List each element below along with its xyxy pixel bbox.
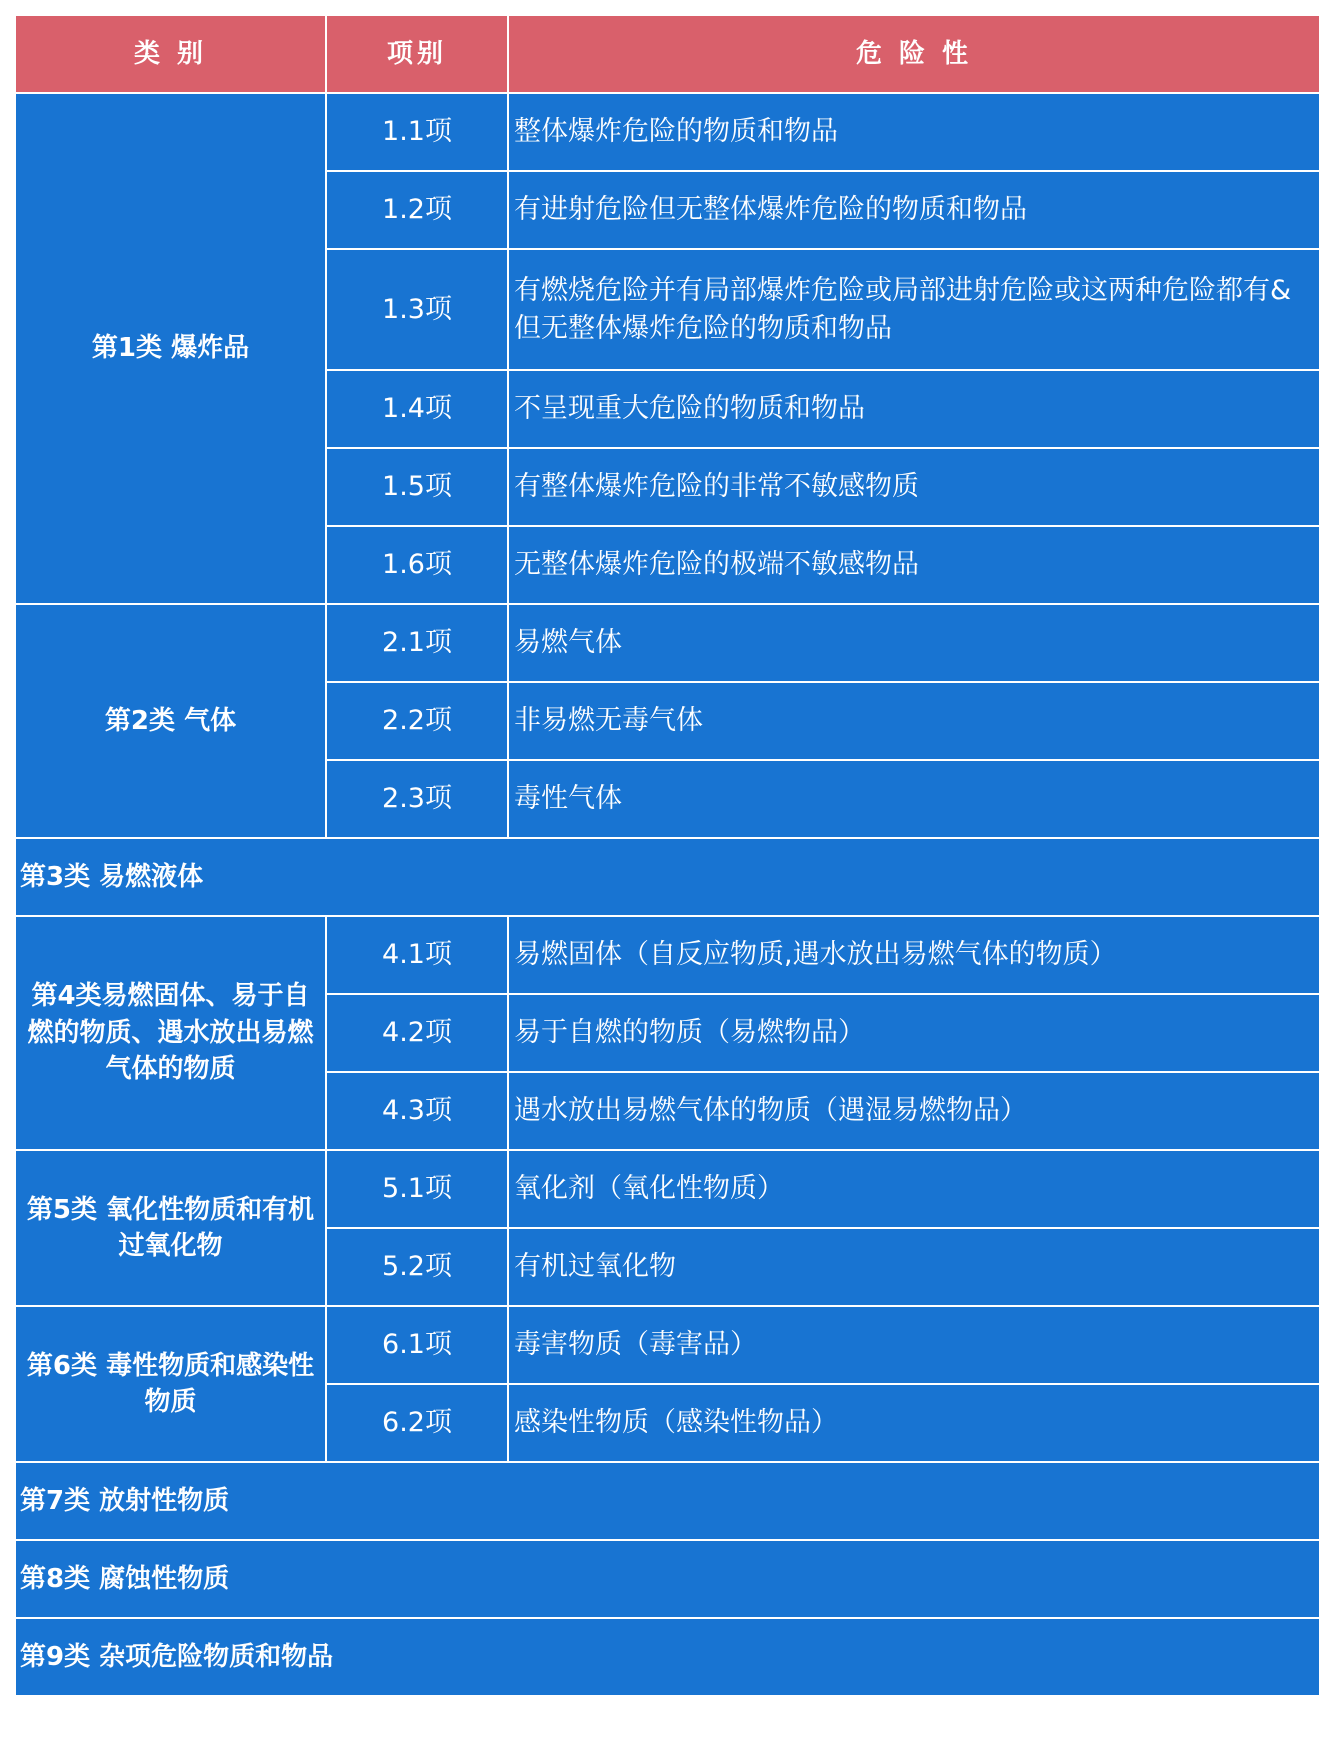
- desc-cell: 易燃气体: [508, 604, 1320, 682]
- item-cell: 1.4项: [326, 370, 508, 448]
- desc-cell: 有进射危险但无整体爆炸危险的物质和物品: [508, 171, 1320, 249]
- table-row: [15, 838, 1320, 916]
- desc-cell: 不呈现重大危险的物质和物品: [508, 370, 1320, 448]
- desc-cell: 感染性物质（感染性物品）: [508, 1384, 1320, 1462]
- class-cell: 第2类 气体: [15, 604, 326, 838]
- table-row: [15, 1306, 1320, 1384]
- desc-cell: 非易燃无毒气体: [508, 682, 1320, 760]
- header-hazard: 危 险 性: [508, 15, 1320, 93]
- item-cell: 4.3项: [326, 1072, 508, 1150]
- table-row: [15, 604, 1320, 682]
- class-cell: 第9类 杂项危险物质和物品: [15, 1618, 1320, 1696]
- item-cell: 4.1项: [326, 916, 508, 994]
- desc-cell: 整体爆炸危险的物质和物品: [508, 93, 1320, 171]
- class-cell: 第4类易燃固体、易于自燃的物质、遇水放出易燃气体的物质: [15, 916, 326, 1150]
- item-cell: 6.2项: [326, 1384, 508, 1462]
- header-category: 类 别: [15, 15, 326, 93]
- table-row: [15, 1462, 1320, 1540]
- desc-cell: 氧化剂（氧化性物质）: [508, 1150, 1320, 1228]
- item-cell: 5.2项: [326, 1228, 508, 1306]
- class-cell: 第8类 腐蚀性物质: [15, 1540, 1320, 1618]
- desc-cell: 有整体爆炸危险的非常不敏感物质: [508, 448, 1320, 526]
- table-row: [15, 1618, 1320, 1696]
- desc-cell: 毒害物质（毒害品）: [508, 1306, 1320, 1384]
- item-cell: 2.1项: [326, 604, 508, 682]
- class-cell: 第3类 易燃液体: [15, 838, 1320, 916]
- item-cell: 1.5项: [326, 448, 508, 526]
- desc-cell: 有燃烧危险并有局部爆炸危险或局部进射危险或这两种危险都有&但无整体爆炸危险的物质和物品: [508, 249, 1320, 370]
- desc-cell: 无整体爆炸危险的极端不敏感物品: [508, 526, 1320, 604]
- class-cell: 第7类 放射性物质: [15, 1462, 1320, 1540]
- class-cell: 第6类 毒性物质和感染性物质: [15, 1306, 326, 1462]
- header-item: 项别: [326, 15, 508, 93]
- item-cell: 1.6项: [326, 526, 508, 604]
- desc-cell: 有机过氧化物: [508, 1228, 1320, 1306]
- desc-cell: 毒性气体: [508, 760, 1320, 838]
- item-cell: 4.2项: [326, 994, 508, 1072]
- item-cell: 1.3项: [326, 249, 508, 370]
- dangerous-goods-table: [14, 14, 1321, 1697]
- class-cell: 第1类 爆炸品: [15, 93, 326, 604]
- item-cell: 6.1项: [326, 1306, 508, 1384]
- desc-cell: 易燃固体（自反应物质,遇水放出易燃气体的物质）: [508, 916, 1320, 994]
- item-cell: 1.1项: [326, 93, 508, 171]
- class-cell: 第5类 氧化性物质和有机过氧化物: [15, 1150, 326, 1306]
- item-cell: 5.1项: [326, 1150, 508, 1228]
- desc-cell: 遇水放出易燃气体的物质（遇湿易燃物品）: [508, 1072, 1320, 1150]
- table-row: [15, 1540, 1320, 1618]
- item-cell: 2.2项: [326, 682, 508, 760]
- table-row: [15, 93, 1320, 171]
- desc-cell: 易于自燃的物质（易燃物品）: [508, 994, 1320, 1072]
- table-row: [15, 1150, 1320, 1228]
- header-row: [15, 15, 1320, 93]
- item-cell: 1.2项: [326, 171, 508, 249]
- item-cell: 2.3项: [326, 760, 508, 838]
- table-row: [15, 916, 1320, 994]
